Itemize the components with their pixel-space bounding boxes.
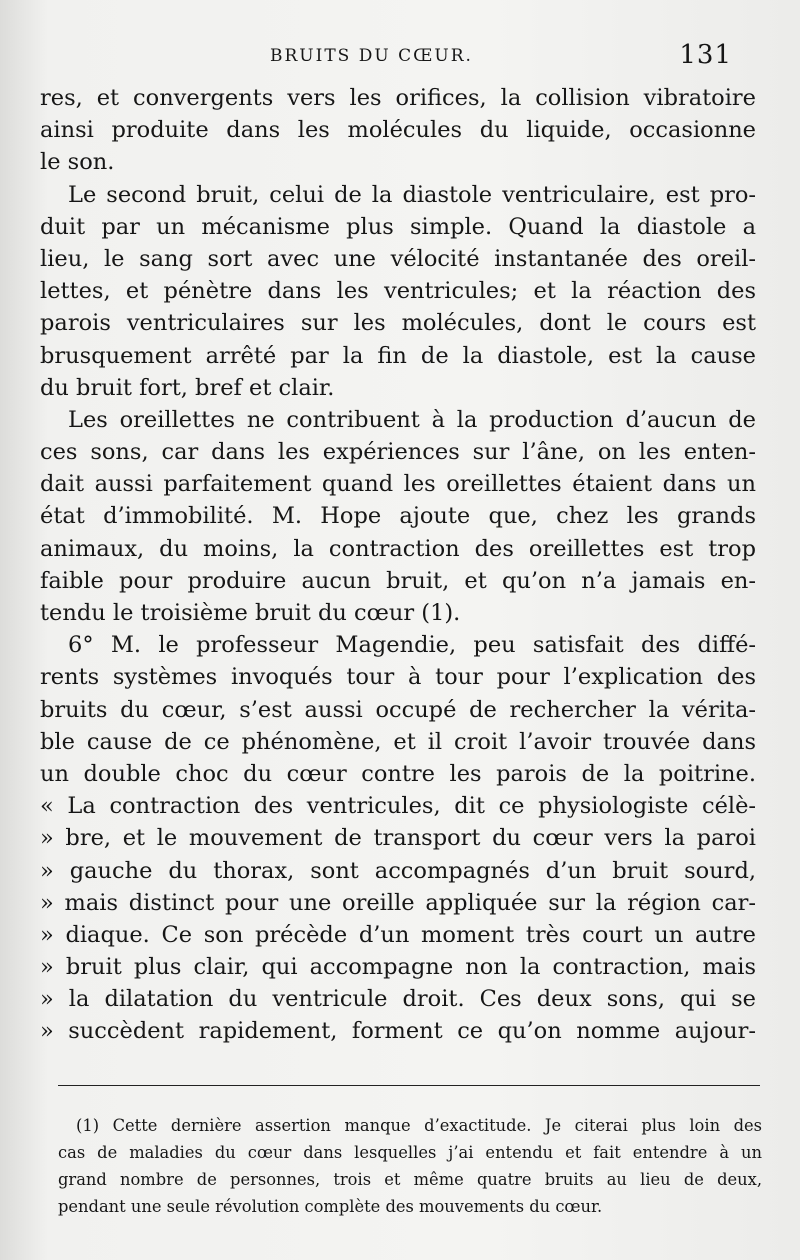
text-line: animaux, du moins, la contraction des oreillettes est trop bbox=[40, 535, 756, 562]
text-line: » bruit plus clair, qui accompagne non la contraction, mais bbox=[40, 954, 756, 981]
footnote-line: (1) Cette dernière assertion manque d’exactitude. Je citerai plus loin des bbox=[76, 1116, 762, 1135]
running-head bbox=[0, 40, 800, 74]
text-line: » gauche du thorax, sont accompagnés d’un bruit sourd, bbox=[40, 857, 756, 884]
text-line: bruits du cœur, s’est aussi occupé de rechercher la vérita- bbox=[40, 696, 756, 723]
text-line: Les oreillettes ne contribuent à la production d’aucun de bbox=[68, 406, 756, 433]
footnote-line: grand nombre de personnes, trois et même quatre bruits au lieu de deux, bbox=[58, 1170, 762, 1189]
text-line: lieu, le sang sort avec une vélocité instantanée des oreil- bbox=[40, 245, 756, 272]
text-line: « La contraction des ventricules, dit ce physiologiste célè- bbox=[40, 793, 756, 820]
text-line: » diaque. Ce son précède d’un moment très court un autre bbox=[40, 921, 756, 948]
footnote-line: cas de maladies du cœur dans lesquelles j’ai entendu et fait entendre à un bbox=[58, 1143, 762, 1162]
footnote-line: pendant une seule révolution complète des mouvements du cœur. bbox=[58, 1197, 603, 1216]
footnote-rule bbox=[58, 1085, 760, 1086]
text-line: 6° M. le professeur Magendie, peu satisfait des diffé- bbox=[68, 632, 756, 659]
text-line: état d’immobilité. M. Hope ajoute que, chez les grands bbox=[40, 503, 756, 530]
page-number: 131 bbox=[679, 40, 732, 70]
text-line: brusquement arrêté par la fin de la diastole, est la cause bbox=[40, 342, 756, 369]
running-title: BRUITS DU CŒUR. bbox=[270, 46, 473, 66]
text-line: faible pour produire aucun bruit, et qu’on n’a jamais en- bbox=[40, 567, 756, 594]
text-line: tendu le troisième bruit du cœur (1). bbox=[40, 600, 461, 626]
text-line: lettes, et pénètre dans les ventricules; et la réaction des bbox=[40, 278, 756, 305]
text-line: le son. bbox=[40, 149, 115, 176]
text-line: un double choc du cœur contre les parois de la poitrine. bbox=[40, 760, 756, 787]
text-line: ble cause de ce phénomène, et il croit l’avoir trouvée dans bbox=[40, 728, 756, 755]
text-line: du bruit fort, bref et clair. bbox=[40, 374, 335, 401]
text-line: » mais distinct pour une oreille appliquée sur la région car- bbox=[40, 889, 756, 916]
text-line: ainsi produite dans les molécules du liquide, occasionne bbox=[40, 117, 756, 144]
text-line: rents systèmes invoqués tour à tour pour l’explication des bbox=[40, 664, 756, 691]
text-line: res, et convergents vers les orifices, la collision vibratoire bbox=[40, 85, 756, 111]
text-line: dait aussi parfaitement quand les oreillettes étaient dans un bbox=[40, 471, 756, 498]
text-line: duit par un mécanisme plus simple. Quand la diastole a bbox=[40, 213, 756, 240]
text-line: parois ventriculaires sur les molécules, dont le cours est bbox=[40, 310, 756, 337]
text-line: » bre, et le mouvement de transport du cœur vers la paroi bbox=[40, 825, 756, 852]
text-line: » la dilatation du ventricule droit. Ces deux sons, qui se bbox=[40, 986, 756, 1013]
footnote bbox=[58, 1112, 762, 1220]
text-line: » succèdent rapidement, forment ce qu’on nomme aujour- bbox=[40, 1018, 756, 1045]
text-line: ces sons, car dans les expériences sur l’âne, on les enten- bbox=[40, 439, 756, 466]
text-line: Le second bruit, celui de la diastole ventriculaire, est pro- bbox=[68, 181, 756, 208]
main-text bbox=[40, 82, 756, 1048]
